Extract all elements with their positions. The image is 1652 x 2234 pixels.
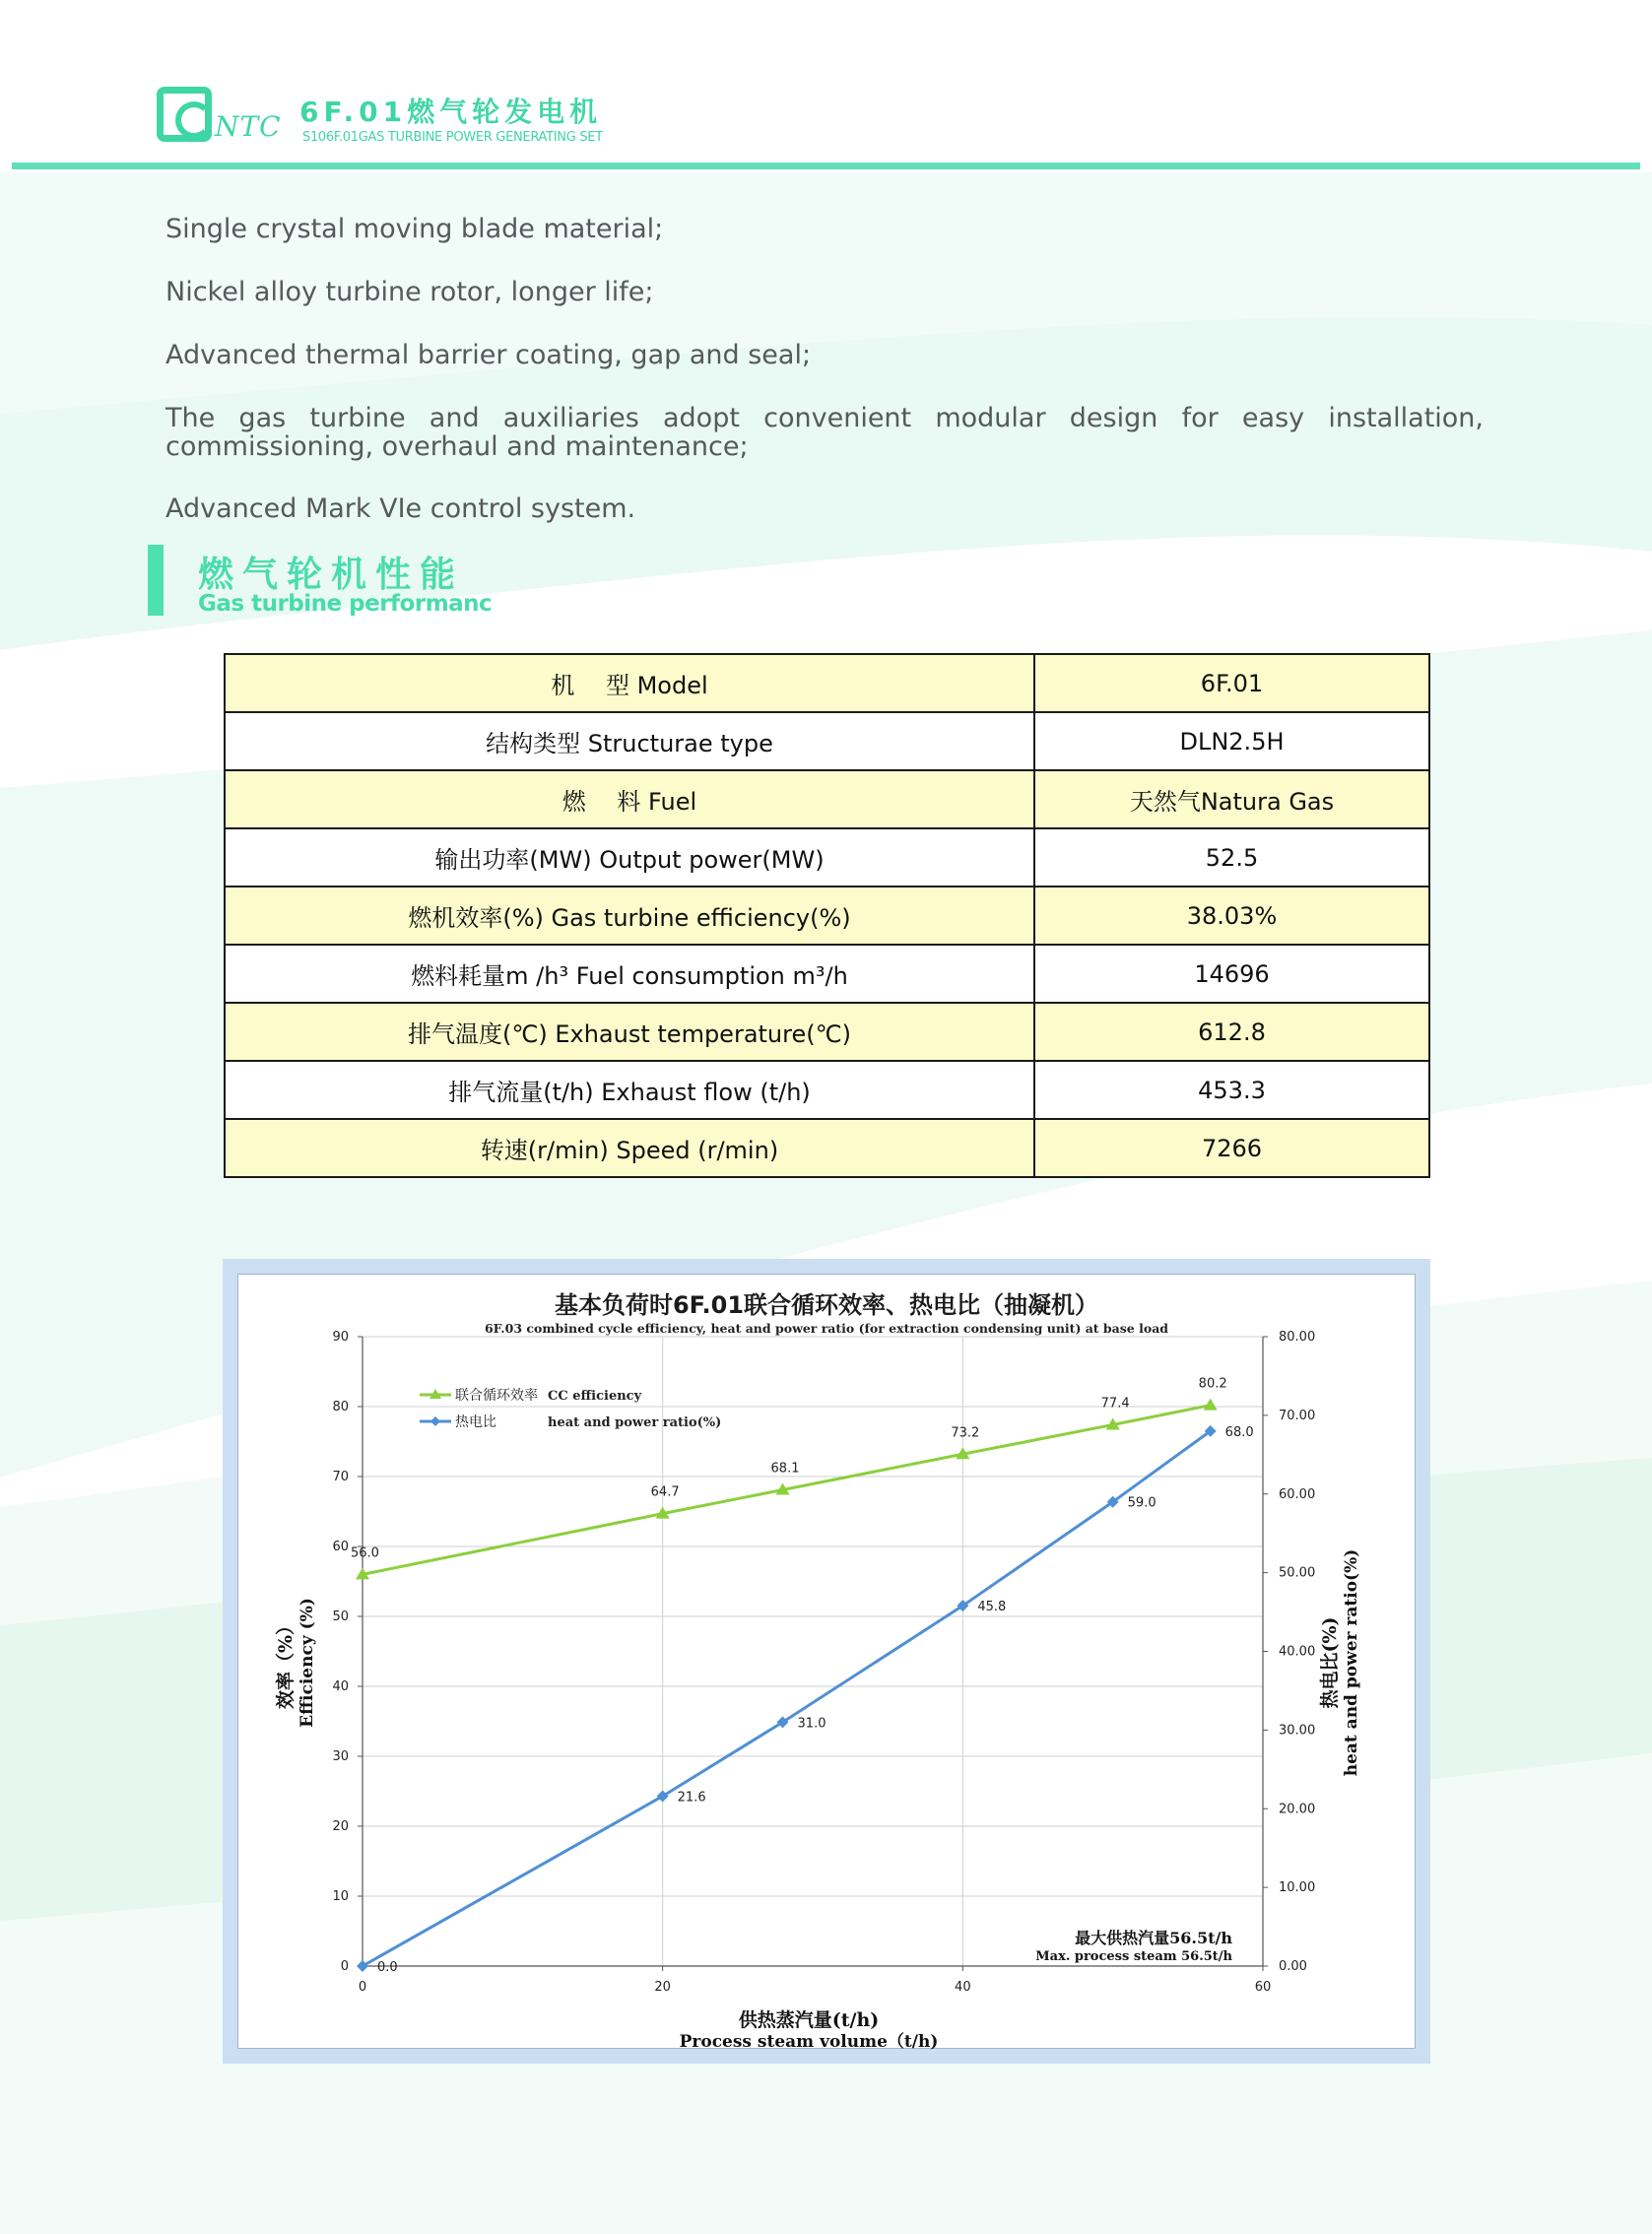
data-label: 77.4: [1100, 1396, 1130, 1412]
table-cell-value: 14696: [1034, 945, 1429, 1003]
table-cell-label: 排气温度(℃) Exhaust temperature(℃): [225, 1003, 1034, 1061]
table-cell-value: 612.8: [1034, 1003, 1429, 1061]
section-marker: [148, 545, 164, 616]
table-cell-value: 7266: [1034, 1119, 1429, 1177]
table-row: [225, 887, 1429, 945]
performance-table: [224, 653, 1430, 1178]
data-label: 68.0: [1224, 1424, 1254, 1440]
table-row: [225, 1061, 1429, 1119]
header-divider: [12, 163, 1640, 169]
legend-label: 热电比: [455, 1414, 496, 1430]
data-label: 0.0: [377, 1960, 398, 1975]
y2-tick-label: 50.00: [1279, 1565, 1316, 1581]
y2-tick-label: 60.00: [1279, 1486, 1316, 1502]
x-tick-label: 0: [358, 1980, 367, 1995]
efficiency-chart: [223, 1259, 1430, 2064]
table-row: [225, 828, 1429, 887]
y-tick-label: 30: [332, 1749, 349, 1764]
y2-axis-label-zh: 热电比(%): [1319, 1616, 1341, 1709]
table-cell-value: 453.3: [1034, 1061, 1429, 1119]
y2-tick-label: 30.00: [1279, 1723, 1316, 1739]
legend-label-en: CC efficiency: [548, 1389, 642, 1404]
data-label: 31.0: [797, 1716, 826, 1732]
data-label: 45.8: [977, 1600, 1007, 1615]
table-cell-value: 38.03%: [1034, 887, 1429, 945]
table-cell-label: 转速(r/min) Speed (r/min): [225, 1119, 1034, 1177]
series-line: [363, 1431, 1211, 1966]
y-tick-label: 50: [332, 1610, 349, 1624]
y-axis-label-zh: 效率（%）: [275, 1615, 297, 1710]
chart-series: [351, 1377, 1254, 1975]
page-header: [0, 0, 1652, 172]
feature-item: Single crystal moving blade material;: [165, 214, 664, 244]
chart-title: 基本负荷时6F.01联合循环效率、热电比（抽凝机）: [554, 1291, 1099, 1319]
legend-marker: [430, 1416, 440, 1426]
table-row: [225, 654, 1429, 712]
chart-annotation-en: Max. process steam 56.5t/h: [1035, 1949, 1232, 1964]
table-cell-label: 排气流量(t/h) Exhaust flow (t/h): [225, 1061, 1034, 1119]
table-cell-value: DLN2.5H: [1034, 712, 1429, 770]
data-label: 59.0: [1127, 1495, 1156, 1511]
y2-tick-label: 0.00: [1279, 1959, 1307, 1974]
table-cell-label: 输出功率(MW) Output power(MW): [225, 828, 1034, 887]
data-label: 64.7: [650, 1484, 680, 1500]
data-label: 21.6: [677, 1790, 706, 1806]
data-label: 56.0: [351, 1545, 379, 1561]
chart-legend: [420, 1388, 721, 1430]
x-axis-label-zh: 供热蒸汽量(t/h): [738, 2009, 880, 2031]
data-label: 73.2: [951, 1425, 980, 1441]
y2-tick-label: 70.00: [1279, 1408, 1316, 1423]
x-tick-label: 60: [1254, 1980, 1272, 1995]
table-row: [225, 945, 1429, 1003]
y2-tick-label: 80.00: [1279, 1330, 1316, 1345]
chart-grid: [363, 1337, 1263, 1966]
x-tick-label: 40: [955, 1980, 971, 1995]
y-tick-label: 90: [332, 1330, 349, 1345]
table-row: [225, 1003, 1429, 1061]
page-subtitle: S106F.01GAS TURBINE POWER GENERATING SET: [302, 130, 603, 145]
y2-tick-label: 10.00: [1279, 1880, 1316, 1896]
y-tick-label: 60: [332, 1540, 349, 1554]
y-tick-label: 10: [332, 1889, 349, 1904]
section-title-en: Gas turbine performanc: [198, 591, 493, 617]
table-cell-label: 燃 料 Fuel: [225, 770, 1034, 828]
table-cell-value: 天然气Natura Gas: [1034, 770, 1429, 828]
y2-tick-label: 40.00: [1279, 1644, 1316, 1660]
feature-item: The gas turbine and auxiliaries adopt convenient modular design for easy installation, commissioning, overhaul and maintenance;: [165, 403, 1484, 462]
data-label: 68.1: [770, 1461, 800, 1477]
y-tick-label: 70: [332, 1470, 349, 1484]
page-title: 6F.01燃气轮发电机: [299, 96, 603, 128]
table-cell-label: 燃料耗量m /h³ Fuel consumption m³/h: [225, 945, 1034, 1003]
y2-tick-label: 20.00: [1279, 1802, 1316, 1817]
y-tick-label: 0: [340, 1959, 349, 1974]
data-label: 80.2: [1198, 1376, 1227, 1392]
feature-item: Nickel alloy turbine rotor, longer life;: [165, 277, 654, 307]
data-point: [357, 1960, 368, 1972]
chart-subtitle: 6F.03 combined cycle efficiency, heat and power ratio (for extraction condensing unit) at base load: [484, 1321, 1169, 1336]
y-tick-label: 20: [332, 1819, 349, 1834]
feature-item: Advanced Mark VIe control system.: [165, 493, 636, 524]
logo-text: NTC: [215, 110, 282, 143]
legend-label-en: heat and power ratio(%): [548, 1415, 722, 1430]
table-row: [225, 1119, 1429, 1177]
x-axis-label-en: Process steam volume（t/h): [679, 2032, 939, 2052]
section-title-zh: 燃气轮机性能: [198, 555, 465, 595]
table-row: [225, 770, 1429, 828]
feature-list: [165, 215, 1484, 558]
table-cell-label: 机 型 Model: [225, 654, 1034, 712]
table-row: [225, 712, 1429, 770]
logo-icon: [157, 87, 212, 142]
table-cell-value: 6F.01: [1034, 654, 1429, 712]
x-tick-label: 20: [654, 1980, 671, 1995]
chart-annotation-zh: 最大供热汽量56.5t/h: [1075, 1929, 1232, 1947]
y2-axis-label-en: heat and power ratio(%): [1342, 1548, 1361, 1777]
feature-item: Advanced thermal barrier coating, gap and seal;: [165, 340, 812, 370]
data-point: [1204, 1399, 1218, 1411]
y-axis-label-en: Efficiency (%): [297, 1598, 317, 1728]
table-cell-label: 燃机效率(%) Gas turbine efficiency(%): [225, 887, 1034, 945]
legend-label: 联合循环效率: [455, 1388, 538, 1404]
y-tick-label: 80: [332, 1400, 349, 1414]
table-cell-value: 52.5: [1034, 828, 1429, 887]
table-cell-label: 结构类型 Structurae type: [225, 712, 1034, 770]
y-tick-label: 40: [332, 1679, 349, 1694]
